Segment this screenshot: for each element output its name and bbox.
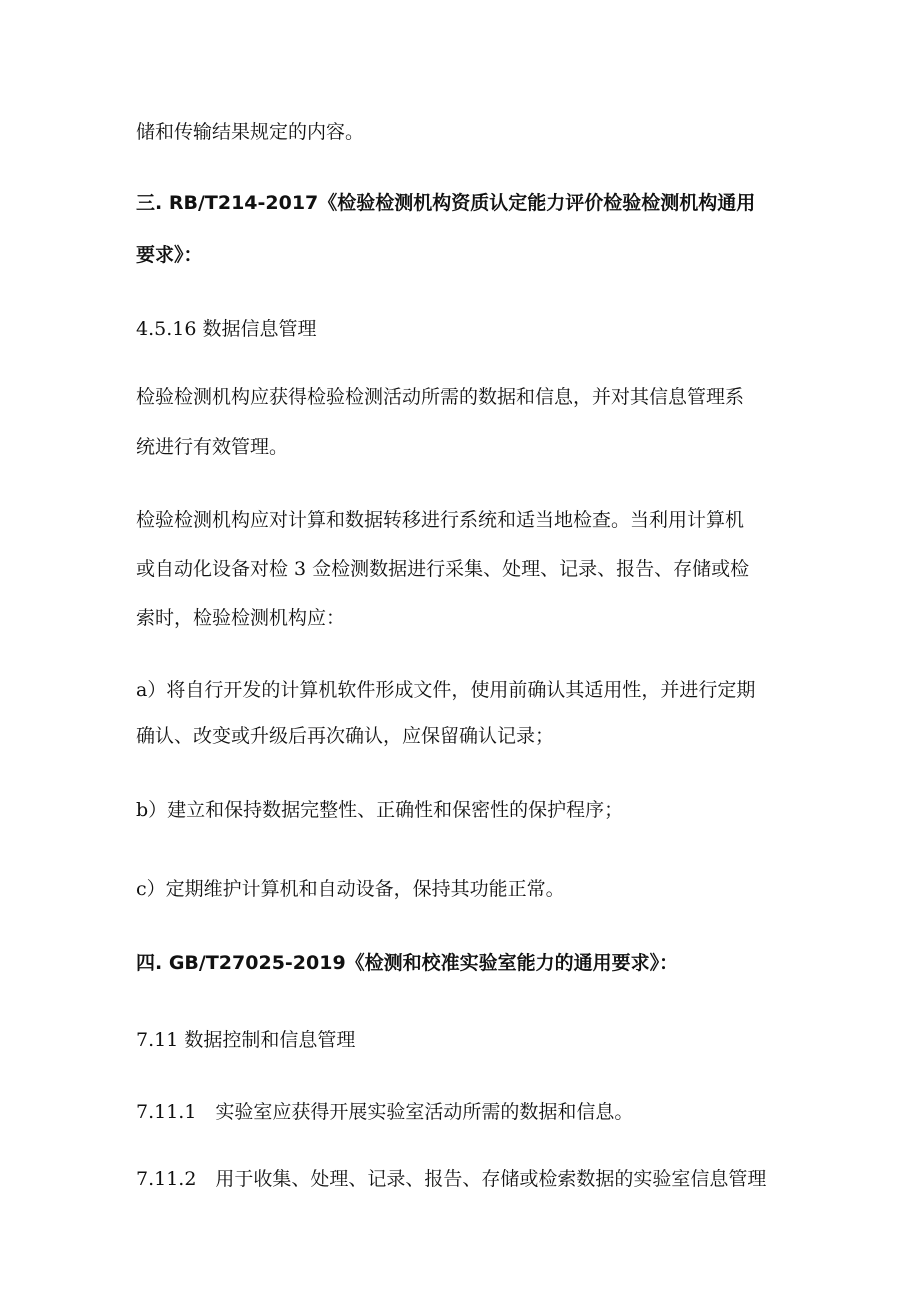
clause-title-4-5-16: 4.5.16 数据信息管理 [136, 318, 317, 340]
paragraph-line: 统进行有效管理。 [136, 436, 289, 458]
list-item-b: b）建立和保持数据完整性、正确性和保密性的保护程序； [136, 799, 624, 821]
clause-title-7-11: 7.11 数据控制和信息管理 [136, 1029, 356, 1051]
text-line-continuation: 储和传输结果规定的内容。 [136, 121, 365, 143]
paragraph-line: 索时，检验检测机构应： [136, 607, 346, 629]
clause-7-11-1: 7.11.1 实验室应获得开展实验室活动所需的数据和信息。 [136, 1101, 634, 1123]
paragraph-line: 或自动化设备对检 3 佥检测数据进行采集、处理、记录、报告、存储或检 [136, 558, 750, 580]
list-item-a: a）将自行开发的计算机软件形成文件，使用前确认其适用性，并进行定期 [136, 679, 756, 701]
section-heading-4: 四. GB/T27025-2019《检测和校准实验室能力的通用要求》： [136, 952, 679, 974]
list-item-a-cont: 确认、改变或升级后再次确认，应保留确认记录； [136, 725, 555, 747]
paragraph-line: 检验检测机构应对计算和数据转移进行系统和适当地检查。当利用计算机 [136, 509, 745, 531]
list-item-c: c）定期维护计算机和自动设备，保持其功能正常。 [136, 878, 565, 900]
section-heading-3-cont: 要求》： [136, 244, 203, 266]
section-heading-3: 三. RB/T214-2017《检验检测机构资质认定能力评价检验检测机构通用 [136, 192, 756, 214]
clause-7-11-2: 7.11.2 用于收集、处理、记录、报告、存储或检索数据的实验室信息管理 [136, 1168, 767, 1190]
paragraph-line: 检验检测机构应获得检验检测活动所需的数据和信息，并对其信息管理系 [136, 386, 745, 408]
